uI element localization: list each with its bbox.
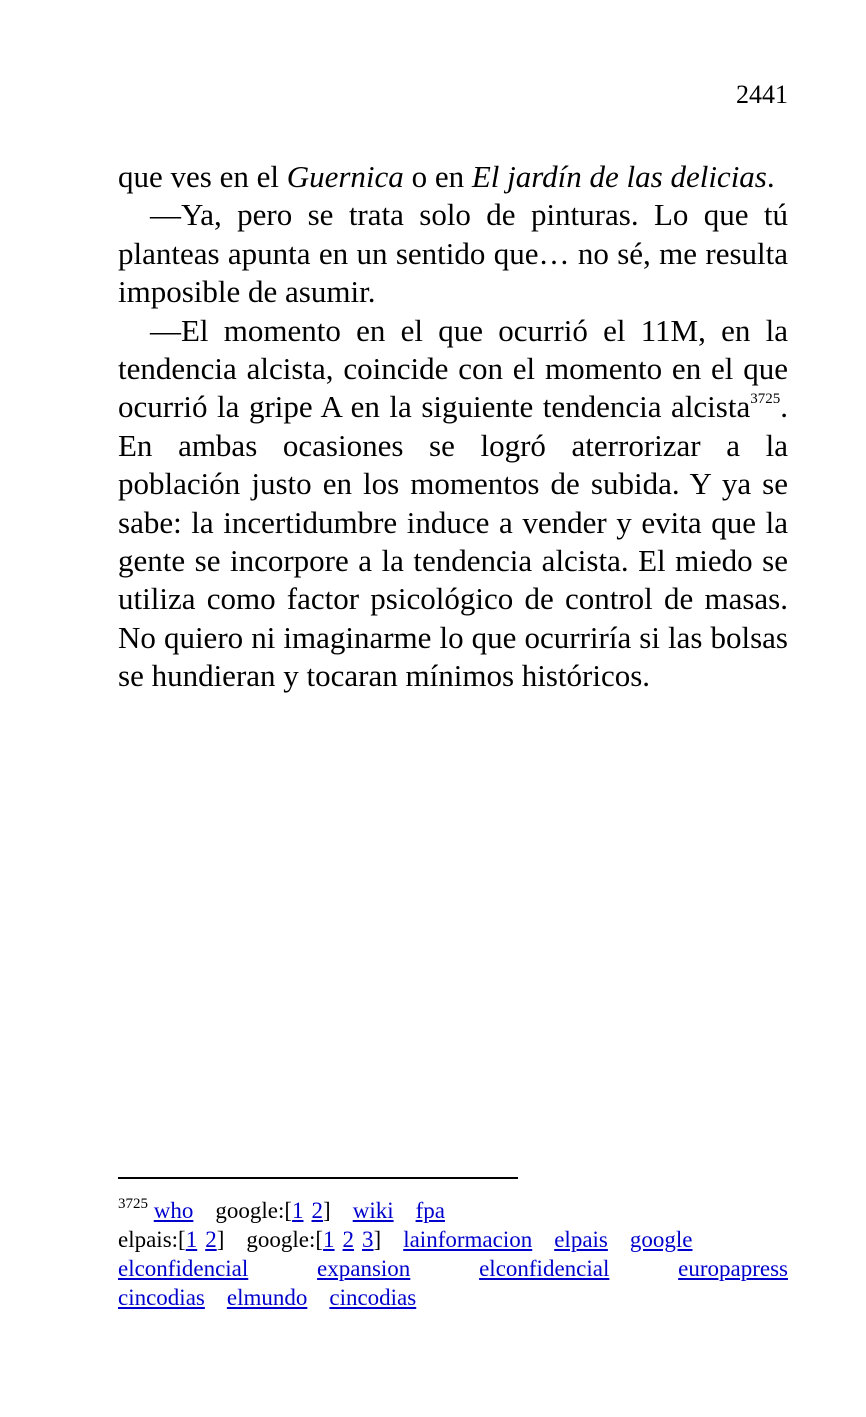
footnote-line-3	[118, 1254, 788, 1283]
title-jardin-delicias: El jardín de las delicias	[471, 159, 767, 194]
paragraph-3	[118, 312, 788, 696]
footnote-reference[interactable]: 3725	[750, 391, 781, 408]
link-elmundo[interactable]: elmundo	[226, 1285, 308, 1310]
link-elpais-1[interactable]: 1	[185, 1227, 198, 1252]
link-elconfidencial-2[interactable]: elconfidencial	[479, 1256, 610, 1281]
footnote-divider	[118, 1177, 518, 1179]
link-elconfidencial-1[interactable]: elconfidencial	[118, 1256, 249, 1281]
paragraph-1-text-c: .	[766, 159, 775, 194]
footnote-line-4	[118, 1283, 788, 1312]
link-cincodias-1[interactable]: cincodias	[118, 1285, 205, 1310]
link-google[interactable]: google	[629, 1227, 693, 1252]
paragraph-2: —Ya, pero se trata solo de pinturas. Lo que tú planteas apunta en un sentido que… no sé, me resulta imposible de asumir.	[118, 197, 788, 310]
link-wiki[interactable]: wiki	[352, 1198, 394, 1223]
footnote-line-1	[118, 1196, 788, 1225]
paragraph-3-text-b: . En ambas ocasiones se logró aterrorizar a la población justo en los momentos de subida. Y ya se sabe: la incertidumbre induce a vender y evita que la gente se incorpore a la tendencia alcista. El miedo se utiliza como factor psicológico de control de masas. No quiero ni imaginarme lo que ocurriría si las bolsas se hundieran y tocaran mínimos históricos.	[118, 389, 788, 694]
page-number: 2441	[736, 80, 788, 109]
body-text	[118, 158, 788, 696]
paragraph-1-text-a: que ves en el	[118, 159, 287, 194]
footnote-number: 3725	[118, 1196, 148, 1212]
link-google-2-1[interactable]: 1	[323, 1227, 335, 1252]
link-expansion[interactable]: expansion	[317, 1256, 411, 1281]
footnote-line-2	[118, 1225, 788, 1254]
link-lainformacion[interactable]: lainformacion	[403, 1227, 533, 1252]
footnote	[118, 1196, 788, 1312]
paragraph-1-text-b: o en	[403, 159, 472, 194]
link-fpa[interactable]: fpa	[415, 1198, 445, 1223]
google-prefix: google:[	[215, 1198, 293, 1223]
link-cincodias-2[interactable]: cincodias	[329, 1285, 417, 1310]
link-elpais-2[interactable]: 2	[205, 1227, 217, 1252]
paragraph-1	[118, 158, 788, 196]
google-suffix: ]	[323, 1198, 331, 1223]
link-who[interactable]: who	[153, 1198, 194, 1223]
google-suffix-2: ]	[373, 1227, 382, 1252]
elpais-prefix: elpais:[	[118, 1227, 186, 1252]
link-elpais[interactable]: elpais	[554, 1227, 608, 1252]
link-google-2[interactable]: 2	[311, 1198, 324, 1223]
title-guernica: Guernica	[286, 159, 404, 194]
link-google-2-3[interactable]: 3	[362, 1227, 374, 1252]
elpais-suffix: ]	[216, 1227, 225, 1252]
google-prefix-2: google:[	[246, 1227, 324, 1252]
paragraph-3-text-a: —El momento en el que ocurrió el 11M, en la tendencia alcista, coincide con el momento en el que ocurrió la gripe A en la siguiente tendencia alcista	[118, 312, 788, 425]
link-google-1[interactable]: 1	[292, 1198, 304, 1223]
link-google-2-2[interactable]: 2	[342, 1227, 355, 1252]
link-europapress[interactable]: europapress	[678, 1256, 788, 1281]
